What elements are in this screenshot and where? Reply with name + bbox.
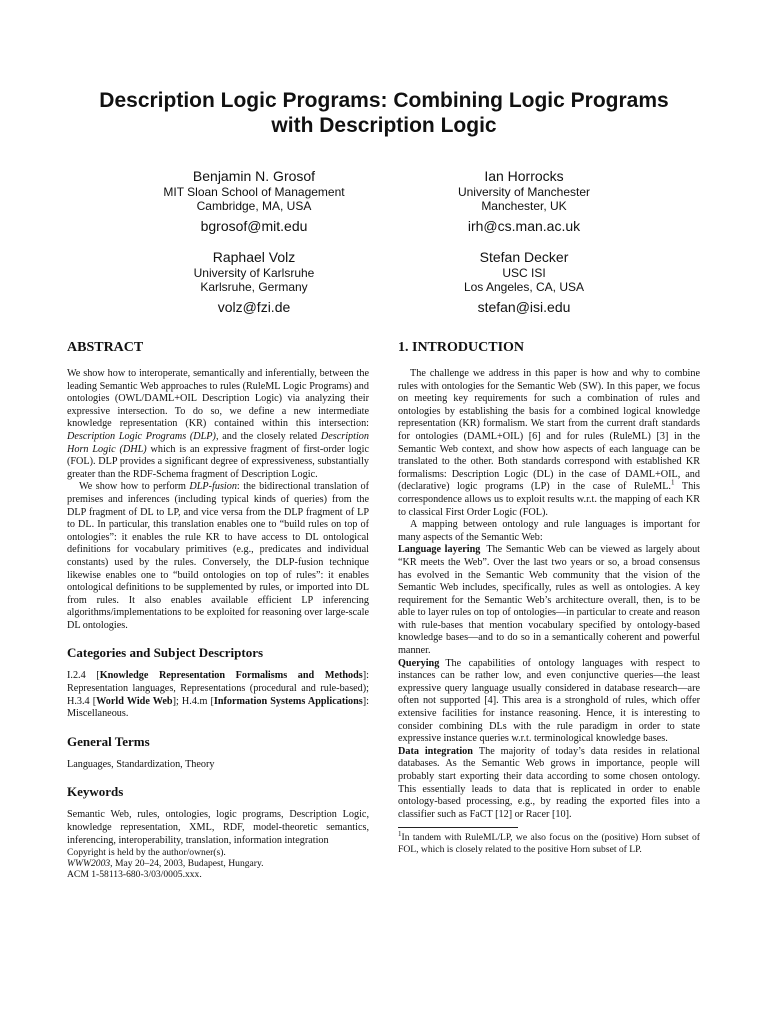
general-terms-section [67, 734, 369, 772]
intro-paragraph-2: A mapping between ontology and rule languages is important for many aspects of the Semantic Web: [398, 519, 700, 543]
author-email[interactable]: bgrosof@mit.edu [200, 218, 308, 234]
categories-heading: Categories and Subject Descriptors [67, 645, 264, 661]
author-block [374, 167, 674, 235]
footnote: $^1$In tandem with RuleML/LP, we also focus on the (positive) Horn subset of FOL, which is closely related to the positive Horn subset of LP. [398, 830, 700, 855]
author-name: Raphael Volz [212, 249, 296, 265]
author-block [104, 167, 404, 235]
categories-section [67, 645, 369, 720]
data-integration-paragraph: Data integration The majority of today’s data resides in relational databases. As the Semantic Web grows in importance, people will probably start exporting their data according to some chosen ontology. This essentially leads to data that is replicated in order to enable ontology-based processing, e.g., by reading the exported files into a classifier such as FaCT [12] or Racer [10]. [398, 745, 700, 820]
author-name: Ian Horrocks [484, 168, 564, 184]
author-block [374, 248, 674, 316]
abstract-paragraph-1: We show how to interoperate, semantically and inferentially, between the leading Semantic Web approaches to rules (RuleML Logic Programs) and ontologies (OWL/DAML+OIL Description Logic) via analyzing their expressive intersection. To do so, we define a new intermediate knowledge representation (KR) contained within this intersection: Description Logic Programs (DLP), and the closely related Description Horn Logic (DHL) which is an expressive fragment of first-order logic (FOL). DLP provides a significant degree of expressiveness, substantially greater than the RDF-Schema fragment of Description Logic. [67, 368, 369, 480]
author-name: Benjamin N. Grosof [192, 168, 316, 184]
abstract-paragraph-2: We show how to perform DLP-fusion: the bidirectional translation of premises and inferences (including typical kinds of queries) from the DLP fragment of DL to LP, and vice versa from the DLP fragment of LP to DL. In particular, this translation enables one to “build rules on top of ontologies”: it enables the rule KR to have access to DL ontological definitions for vocabulary primitives (e.g., predicates and individual constants) used by the rules. Conversely, the DLP-fusion technique likewise enables one to “build ontologies on top of rules”: it enables ontological definitions to be supplemented by rules, or imported into DL from rules. It also enables available efficient LP inferencing algorithms/implementations to be exploited for reasoning over large-scale DL ontologies. [67, 481, 369, 631]
copyright-notice: Copyright is held by the author/owner(s). WWW2003, May 20–24, 2003, Budapest, Hungary. ACM 1-58113-680-3/03/0005.xxx. [67, 847, 264, 881]
author-block [104, 248, 404, 316]
categories-text: I.2.4 [Knowledge Representation Formalisms and Methods]: Representation languages, Representations (procedural and rule-based); H.3.4 [World Wide Web]; H.4.m [Information Systems Applications]: Miscellaneous. [67, 670, 370, 720]
paper-title [40, 88, 728, 138]
right-column [398, 340, 700, 855]
abstract-section [67, 340, 369, 632]
author-email[interactable]: volz@fzi.de [217, 299, 291, 315]
keywords-text: Semantic Web, rules, ontologies, logic programs, Description Logic, knowledge representation, XML, RDF, model-theoretic semantics, inferencing, interoperability, translation, information integration [67, 809, 369, 846]
keywords-heading: Keywords [67, 784, 124, 800]
author-affiliation: MIT Sloan School of Management [163, 185, 345, 199]
author-location: Manchester, UK [481, 199, 567, 213]
author-name: Stefan Decker [479, 249, 569, 265]
intro-paragraph-1: The challenge we address in this paper is how and why to combine rules with ontologies for the Semantic Web (SW). In this paper, we focus on meeting key requirements for such a combination of rules and ontologies by establishing the basis for a combined logical knowledge representation (KR) formalism. We start from the current draft standards for ontologies (DAML+OIL) [6] and for rules (RuleML) [3] in the Semantic Web context, and show how aspects of each language can be translated to the other. Both standards correspond with established KR formalisms: Description Logic (DL) in the case of DAML+OIL, and (declarative) logic programs (LP) in the case of RuleML.$^1$ This correspondence allows us to exploit results w.r.t. the mapping of each KR to classical First Order Logic (FOL). [398, 368, 700, 518]
author-affiliation: USC ISI [502, 266, 546, 280]
author-location: Los Angeles, CA, USA [463, 280, 585, 294]
author-location: Cambridge, MA, USA [196, 199, 312, 213]
introduction-heading: 1. INTRODUCTION [398, 340, 525, 355]
title-line-1: Description Logic Programs: Combining Logic Programs [99, 89, 669, 112]
left-column [67, 340, 369, 880]
author-email[interactable]: stefan@isi.edu [477, 299, 571, 315]
language-layering-paragraph: Language layering The Semantic Web can be viewed as largely about “KR meets the Web”. Over the last two years or so, a broad consensus has evolved in the Semantic Web community that the vision of the Semantic Web includes, specifically, rules as well as ontologies. A key requirement for the Semantic Web’s architecture overall, then, is to be able to layer rules on top of ontologies—in particular to create and reason with rule-bases that mention vocabulary specified by ontology-based knowledge bases—and to do so in a semantically coherent and powerful manner. [398, 544, 700, 657]
author-affiliation: University of Manchester [457, 185, 591, 199]
general-terms-heading: General Terms [67, 733, 150, 749]
abstract-heading: ABSTRACT [67, 340, 144, 355]
querying-paragraph: Querying The capabilities of ontology languages with respect to instances can be rather low, and even conjunctive queries—the least expressive query language usually considered in database research—are often not supported [4]. This area is a stronghold of rules, which offer extensive facilities for instance reasoning. Hence, it is interesting to consider combining DLs with the rule paradigm in order to state expressive instance queries w.r.t. terminological knowledge bases. [398, 657, 700, 745]
title-line-2: with Description Logic [271, 114, 497, 137]
author-email[interactable]: irh@cs.man.ac.uk [467, 218, 581, 234]
footnote-marker[interactable]: 1 [670, 478, 675, 487]
keywords-section [67, 784, 369, 847]
author-affiliation: University of Karlsruhe [193, 266, 315, 280]
footnote-divider [398, 827, 518, 828]
author-location: Karlsruhe, Germany [200, 280, 308, 294]
general-terms-text: Languages, Standardization, Theory [67, 758, 215, 770]
